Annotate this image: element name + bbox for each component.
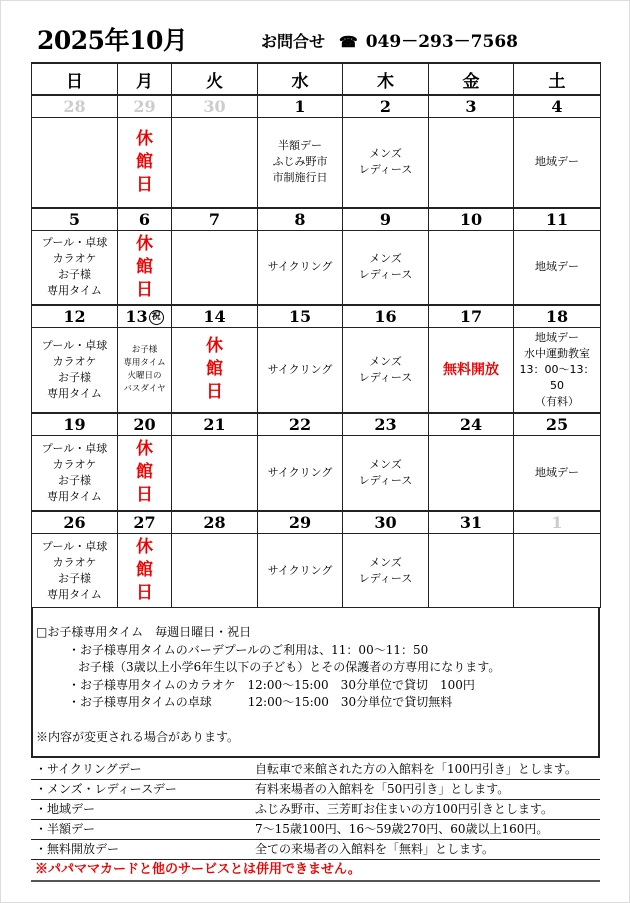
date-number — [258, 413, 343, 436]
date-number — [514, 208, 601, 231]
date-number — [172, 511, 258, 534]
legend-row — [31, 780, 600, 800]
date-label: 28 — [63, 97, 86, 116]
day-cell — [258, 534, 343, 608]
legend-row — [31, 800, 600, 820]
legend-desc: 7～15歳100円、16～59歳270円、60歳以上160円。 — [255, 822, 549, 836]
date-number — [343, 95, 429, 118]
date-label: 30 — [374, 513, 397, 532]
date-number — [172, 95, 258, 118]
event-text: バスダイヤ — [123, 383, 166, 394]
page-title: 2025年10月 — [37, 26, 188, 55]
day-cell — [343, 118, 429, 208]
day-cell — [258, 118, 343, 208]
day-cell — [429, 435, 514, 511]
event-text: 市制施行日 — [272, 171, 328, 185]
event-text: 専用タイム — [47, 386, 102, 400]
date-number — [258, 305, 343, 328]
date-number — [118, 305, 172, 328]
event-text: 専用タイム — [47, 284, 102, 297]
day-cell — [118, 534, 172, 608]
closed-label: 休 — [136, 537, 153, 557]
day-cell — [429, 230, 514, 305]
holiday-mark: 祝 — [149, 310, 164, 325]
date-number — [514, 511, 601, 534]
event-text: プール・卓球 — [41, 236, 108, 249]
day-cell — [258, 327, 343, 413]
legend-table — [31, 760, 600, 882]
closed-label: 館 — [136, 256, 153, 277]
date-label: 16 — [374, 306, 397, 326]
date-number — [514, 413, 601, 436]
closed-label: 日 — [206, 382, 223, 402]
day-cell — [258, 230, 343, 305]
weekday-header: 日 — [32, 63, 118, 95]
closed-label: 日 — [136, 279, 153, 300]
date-label: 20 — [133, 414, 156, 434]
event-text: 半額デー — [278, 139, 322, 153]
date-label: 28 — [203, 513, 226, 532]
date-label: 18 — [545, 306, 569, 326]
date-number — [118, 208, 172, 231]
day-cell — [429, 118, 514, 208]
closed-label: 館 — [136, 462, 153, 483]
date-label: 4 — [551, 97, 563, 116]
date-number — [32, 208, 118, 231]
weekday-header: 月 — [118, 63, 172, 95]
date-number — [429, 511, 514, 534]
day-cell — [514, 230, 601, 305]
event-text: カラオケ — [52, 354, 97, 368]
legend-row — [31, 820, 600, 840]
event-text: 地域デー — [535, 465, 579, 479]
event-text: 地域デー — [535, 155, 579, 169]
free-open-label: 無料開放 — [443, 361, 499, 378]
date-label: 15 — [288, 306, 312, 326]
notes-line: ・お子様専用タイムのカラオケ 12:00～15:00 30分単位で貸切 100円 — [68, 677, 475, 692]
date-number — [258, 208, 343, 231]
date-label: 8 — [294, 209, 306, 229]
date-number — [172, 305, 258, 328]
event-text: （有料） — [535, 394, 579, 408]
date-label: 17 — [459, 306, 483, 326]
closed-label: 日 — [136, 583, 153, 603]
date-number — [172, 413, 258, 436]
closed-label: 休 — [136, 233, 153, 254]
date-number — [343, 208, 429, 231]
day-cell — [32, 435, 118, 511]
event-text: レディース — [358, 163, 413, 177]
legend-key: ・サイクリングデー — [35, 762, 142, 776]
date-label: 25 — [545, 414, 569, 434]
event-text: メンズ — [369, 354, 402, 368]
event-text: カラオケ — [52, 457, 97, 471]
event-text: サイクリング — [267, 260, 333, 273]
event-text: プール・卓球 — [41, 338, 108, 352]
event-text: メンズ — [369, 252, 402, 265]
date-label: 2 — [379, 97, 392, 116]
day-cell — [172, 327, 258, 413]
header — [31, 21, 629, 62]
date-number — [32, 511, 118, 534]
event-text: 水中運動教室 — [524, 346, 590, 360]
day-cell — [343, 327, 429, 413]
date-label: 29 — [133, 97, 156, 116]
legend-key: ・無料開放デー — [35, 842, 120, 856]
event-text: お子様 — [131, 344, 158, 355]
weekday-header: 金 — [429, 63, 514, 95]
date-label: 11 — [545, 209, 569, 229]
day-cell — [32, 118, 118, 208]
event-text: カラオケ — [52, 555, 97, 569]
closed-label: 館 — [206, 359, 223, 379]
date-label: 30 — [203, 97, 226, 116]
event-text: 専用タイム — [123, 357, 166, 368]
warning-text: ※パパママカードと他のサービスとは併用できません。 — [31, 860, 600, 882]
legend-row — [31, 760, 600, 780]
day-cell — [118, 435, 172, 511]
date-label: 12 — [63, 306, 86, 326]
date-number — [429, 413, 514, 436]
day-cell — [32, 534, 118, 608]
event-text: お子様 — [58, 370, 91, 384]
event-text: 地域デー — [535, 330, 579, 344]
legend-desc: ふじみ野市、三芳町お住まいの方100円引きとします。 — [255, 802, 553, 816]
date-number — [429, 208, 514, 231]
date-label: 13 — [125, 306, 148, 326]
legend-desc: 有料来場者の入館料を「50円引き」とします。 — [255, 782, 510, 796]
event-text: 専用タイム — [47, 587, 102, 601]
event-text: レディース — [358, 370, 413, 384]
date-number — [343, 413, 429, 436]
closed-label: 休 — [206, 336, 223, 356]
event-text: メンズ — [369, 147, 402, 161]
phone-number: 049－293－7568 — [365, 32, 518, 52]
event-text: メンズ — [369, 457, 402, 471]
closed-label: 館 — [136, 151, 153, 172]
calendar-table — [31, 62, 601, 608]
date-label: 22 — [288, 414, 312, 434]
day-cell — [429, 327, 514, 413]
notes-box — [31, 608, 600, 758]
event-text: プール・卓球 — [41, 539, 108, 553]
event-text: 火曜日の — [127, 370, 162, 381]
date-number — [343, 305, 429, 328]
date-number — [514, 305, 601, 328]
closed-label: 休 — [136, 439, 153, 460]
legend-row — [31, 840, 600, 860]
legend-desc: 全ての来場者の入館料を「無料」とします。 — [255, 842, 495, 856]
event-text: 13：00～13：50 — [519, 362, 595, 392]
legend-key: ・地域デー — [35, 802, 96, 816]
date-number — [429, 305, 514, 328]
date-number — [514, 95, 601, 118]
date-label: 24 — [459, 414, 483, 434]
date-label: 14 — [203, 306, 226, 326]
date-label: 1 — [294, 97, 306, 116]
date-number — [429, 95, 514, 118]
date-label: 27 — [133, 513, 156, 532]
day-cell — [514, 534, 601, 608]
event-text: サイクリング — [267, 465, 333, 479]
notes-line: ・お子様専用タイムのバーデプールのご利用は、11：00～11：50 — [68, 642, 429, 657]
day-cell — [172, 230, 258, 305]
event-text: 専用タイム — [47, 489, 102, 503]
date-number — [32, 305, 118, 328]
date-number — [32, 413, 118, 436]
date-number — [32, 95, 118, 118]
date-number — [118, 511, 172, 534]
event-text: お子様 — [58, 571, 91, 585]
date-label: 31 — [459, 513, 483, 532]
phone-icon: ☎ — [339, 33, 358, 51]
date-number — [343, 511, 429, 534]
day-cell — [514, 118, 601, 208]
date-label: 21 — [203, 414, 226, 434]
notes-disclaimer: ※内容が変更される場合があります。 — [36, 729, 240, 744]
event-text: レディース — [358, 571, 413, 585]
event-text: お子様 — [58, 473, 91, 487]
day-cell — [343, 534, 429, 608]
date-label: 19 — [63, 414, 86, 434]
weekday-header: 木 — [343, 63, 429, 95]
event-text: 地域デー — [535, 260, 579, 273]
weekday-header: 土 — [514, 63, 601, 95]
day-cell — [118, 230, 172, 305]
closed-label: 館 — [136, 560, 153, 580]
day-cell — [172, 435, 258, 511]
date-label: 7 — [208, 209, 221, 229]
date-label: 10 — [459, 209, 483, 229]
date-label: 9 — [379, 209, 392, 229]
legend-key: ・半額デー — [35, 822, 96, 836]
date-number — [258, 95, 343, 118]
day-cell — [514, 435, 601, 511]
date-label: 23 — [374, 414, 397, 434]
event-text: ふじみ野市 — [272, 155, 328, 169]
day-cell — [514, 327, 601, 413]
notes-line: ・お子様専用タイムの卓球 12:00～15:00 30分単位で貸切無料 — [68, 695, 453, 709]
date-label: 1 — [551, 513, 563, 532]
day-cell — [32, 230, 118, 305]
event-text: レディース — [358, 268, 413, 281]
event-text: プール・卓球 — [41, 441, 108, 455]
date-label: 6 — [138, 209, 151, 229]
contact-info — [261, 27, 518, 52]
date-number — [258, 511, 343, 534]
date-label: 26 — [63, 513, 86, 532]
notes-line: お子様（3歳以上小学6年生以下の子ども）とその保護者の方専用になります。 — [78, 660, 501, 674]
day-cell — [118, 118, 172, 208]
date-label: 29 — [288, 513, 312, 532]
legend-key: ・メンズ・レディースデー — [35, 782, 177, 796]
day-cell — [172, 118, 258, 208]
weekday-header: 水 — [258, 63, 343, 95]
closed-label: 日 — [136, 485, 153, 506]
event-text: メンズ — [369, 555, 402, 569]
legend-desc: 自転車で来館された方の入館料を「100円引き」とします。 — [255, 762, 577, 776]
day-cell — [172, 534, 258, 608]
day-cell — [343, 230, 429, 305]
event-text: カラオケ — [52, 252, 97, 265]
date-label: 5 — [68, 209, 81, 229]
day-cell — [343, 435, 429, 511]
day-cell — [32, 327, 118, 413]
day-cell — [118, 327, 172, 413]
closed-label: 休 — [136, 128, 153, 149]
event-text: サイクリング — [267, 362, 333, 376]
date-label: 3 — [465, 97, 477, 116]
notes-heading: □お子様専用タイム 毎週日曜日・祝日 — [36, 625, 252, 639]
contact-label: お問合せ — [261, 32, 326, 51]
day-cell — [429, 534, 514, 608]
closed-label: 日 — [136, 174, 153, 195]
event-text: お子様 — [58, 268, 91, 281]
event-text: レディース — [358, 473, 413, 487]
event-text: サイクリング — [267, 563, 333, 577]
date-number — [172, 208, 258, 231]
date-number — [118, 413, 172, 436]
date-number — [118, 95, 172, 118]
weekday-header: 火 — [172, 63, 258, 95]
day-cell — [258, 435, 343, 511]
